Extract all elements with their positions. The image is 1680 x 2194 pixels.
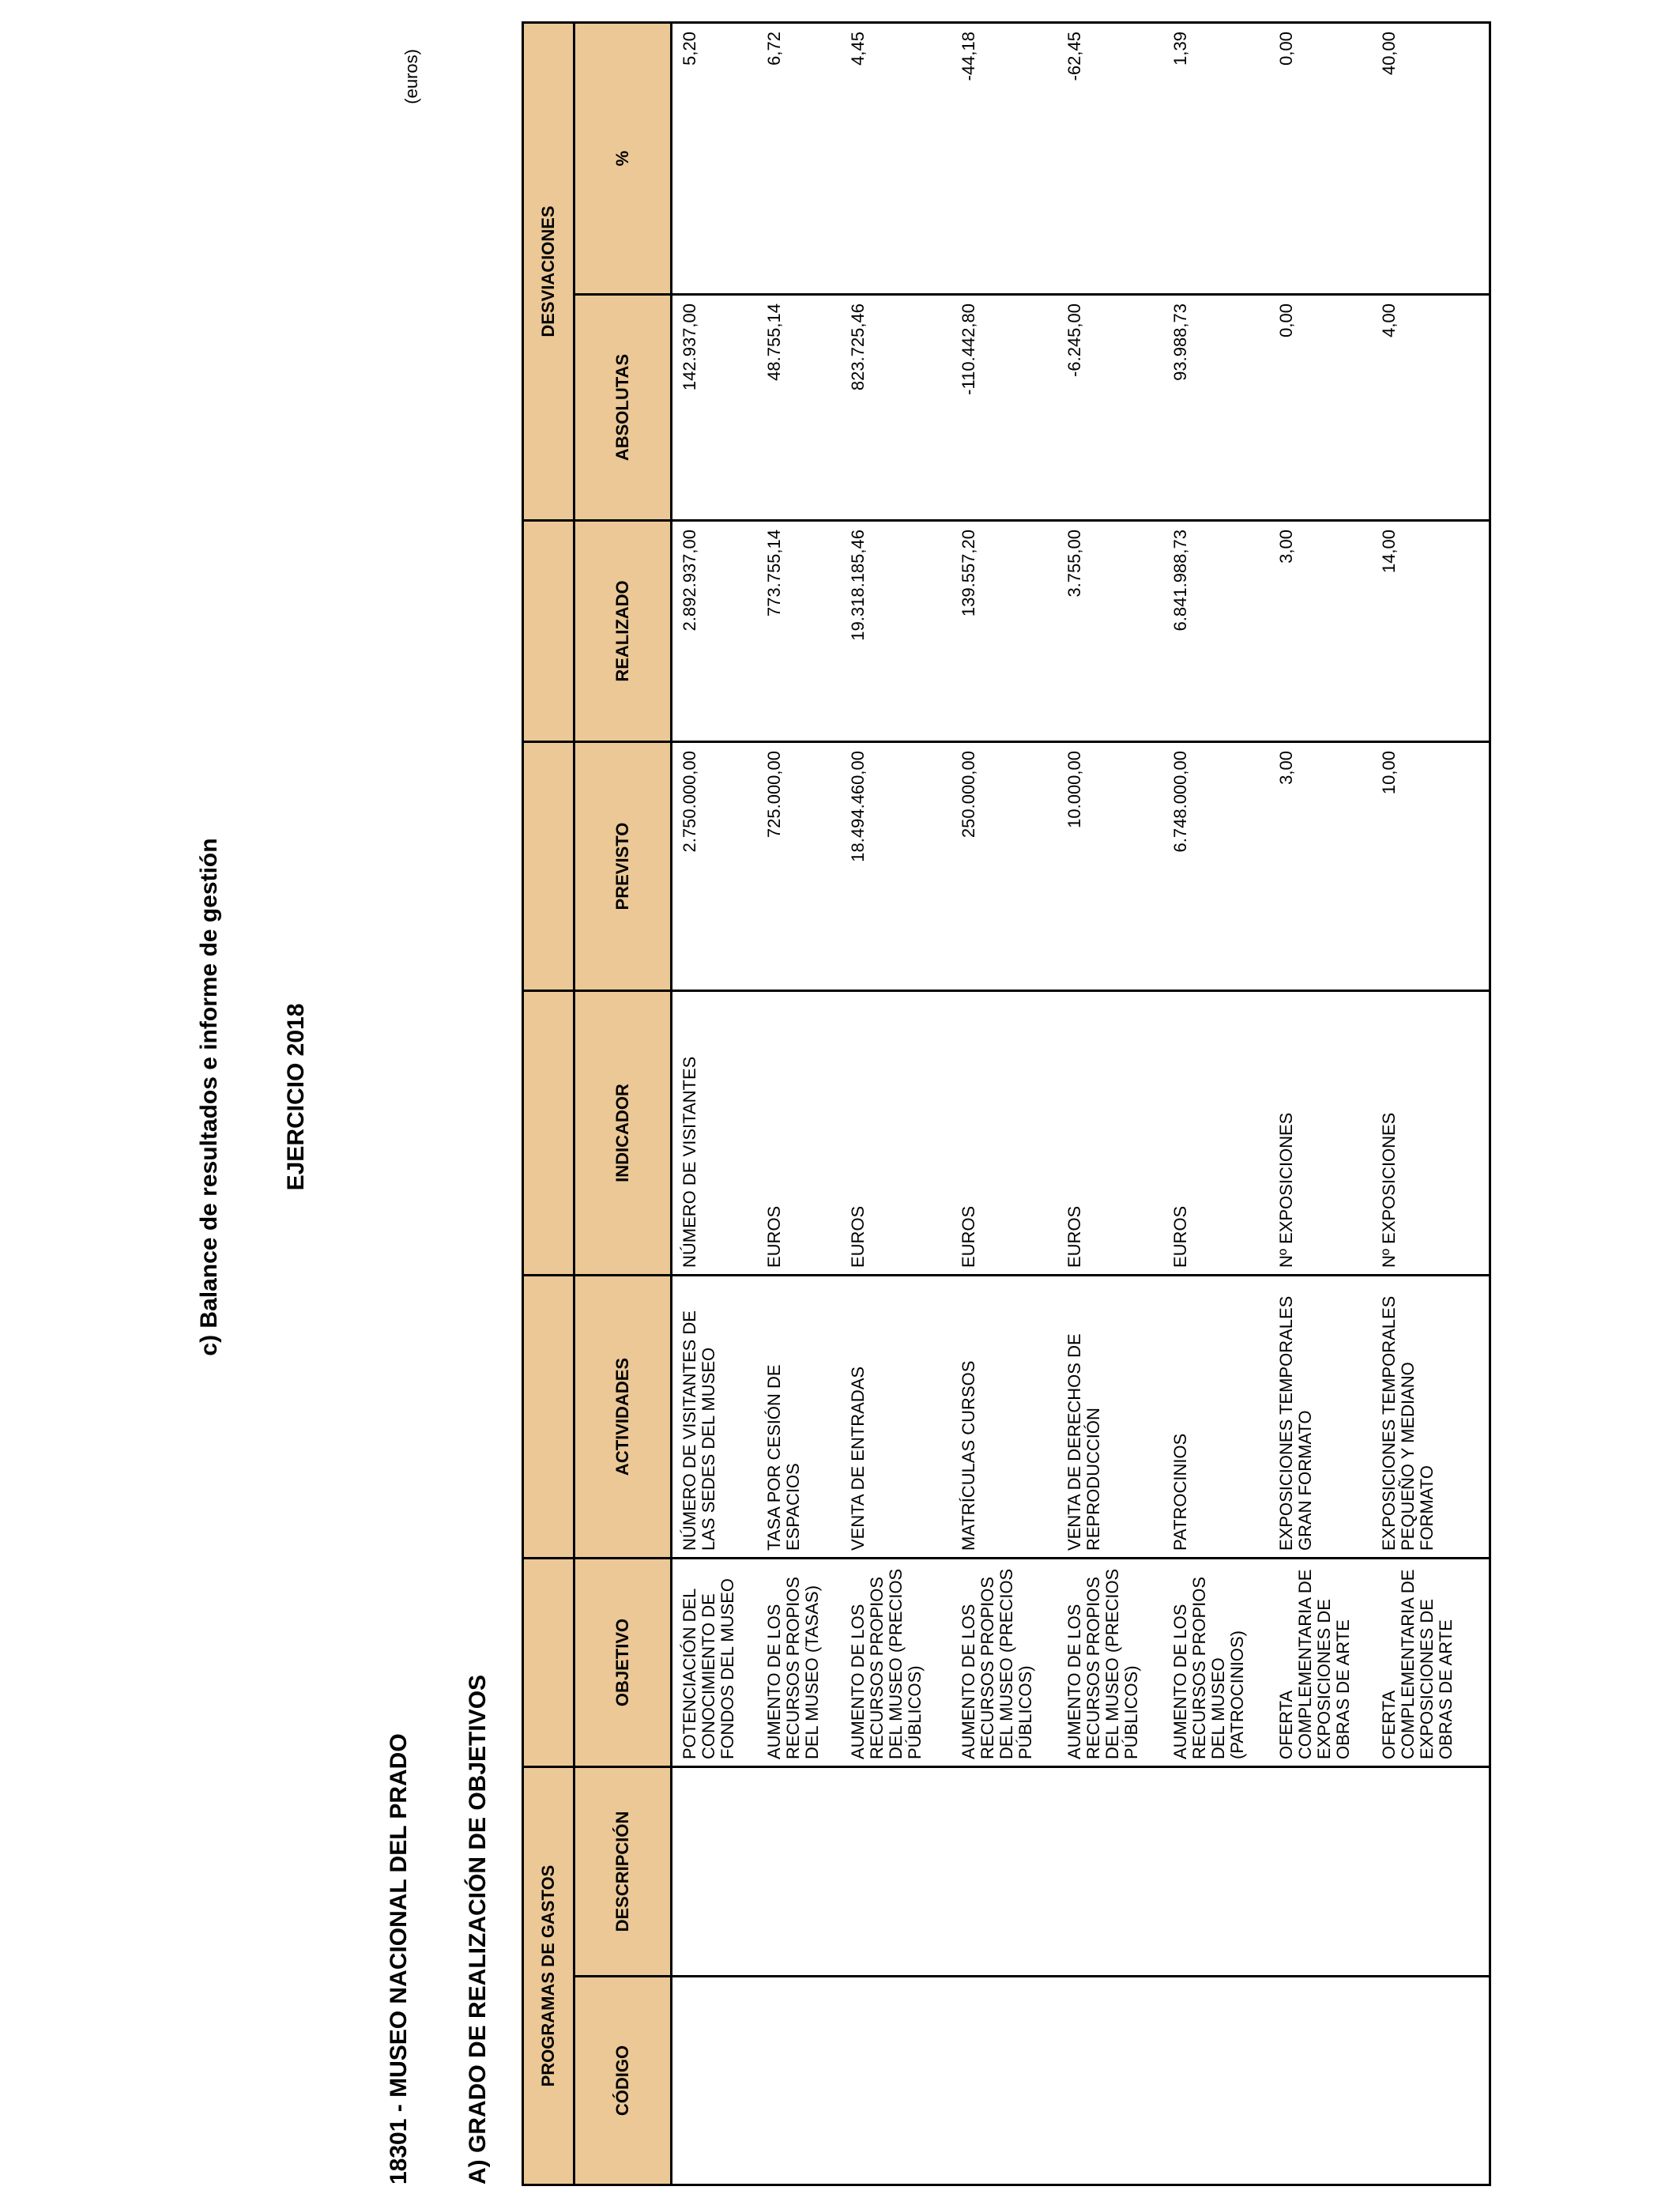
cell-realizado: 139.557,20 — [951, 521, 1057, 742]
cell-objetivo: AUMENTO DE LOS RECURSOS PROPIOS DEL MUSEO (PRECIOS PÚBLICOS) — [841, 1559, 951, 1767]
cell-codigo — [1163, 1977, 1269, 2185]
cell-actividades: MATRÍCULAS CURSOS — [951, 1276, 1057, 1559]
cell-codigo — [757, 1977, 841, 2185]
cell-percent: 0,00 — [1269, 22, 1372, 294]
cell-realizado: 773.755,14 — [757, 521, 841, 742]
cell-realizado: 3,00 — [1269, 521, 1372, 742]
cell-objetivo: POTENCIACIÓN DEL CONOCIMIENTO DE FONDOS DEL MUSEO — [672, 1559, 757, 1767]
header-group-blank — [523, 742, 574, 991]
cell-objetivo: AUMENTO DE LOS RECURSOS PROPIOS DEL MUSEO (TASAS) — [757, 1559, 841, 1767]
cell-previsto: 6.748.000,00 — [1163, 742, 1269, 991]
cell-previsto: 10.000,00 — [1057, 742, 1163, 991]
header-indicador: INDICADOR — [574, 991, 672, 1276]
cell-indicador: Nº EXPOSICIONES — [1269, 991, 1372, 1276]
table-row — [757, 22, 841, 2185]
cell-objetivo: OFERTA COMPLEMENTARIA DE EXPOSICIONES DE OBRAS DE ARTE — [1372, 1559, 1490, 1767]
table-row — [1372, 22, 1490, 2185]
table-row — [672, 22, 757, 2185]
table-header-groups — [523, 22, 574, 2185]
cell-absolutas: 823.725,46 — [841, 295, 951, 521]
table-row — [951, 22, 1057, 2185]
cell-actividades: NÚMERO DE VISITANTES DE LAS SEDES DEL MUSEO — [672, 1276, 757, 1559]
cell-realizado: 19.318.185,46 — [841, 521, 951, 742]
cell-objetivo: OFERTA COMPLEMENTARIA DE EXPOSICIONES DE OBRAS DE ARTE — [1269, 1559, 1372, 1767]
cell-descripcion — [757, 1767, 841, 1977]
cell-previsto: 18.494.460,00 — [841, 742, 951, 991]
section-heading: c) Balance de resultados e informe de gestión — [196, 838, 222, 1356]
cell-actividades: EXPOSICIONES TEMPORALES PEQUEÑO Y MEDIANO FORMATO — [1372, 1276, 1490, 1559]
cell-codigo — [1269, 1977, 1372, 2185]
objectives-table — [522, 21, 1491, 2186]
header-group-programas: PROGRAMAS DE GASTOS — [523, 1767, 574, 2185]
cell-indicador: NÚMERO DE VISITANTES — [672, 991, 757, 1276]
cell-actividades: VENTA DE ENTRADAS — [841, 1276, 951, 1559]
header-group-blank — [523, 1276, 574, 1559]
header-objetivo: OBJETIVO — [574, 1559, 672, 1767]
cell-percent: -62,45 — [1057, 22, 1163, 294]
header-actividades: ACTIVIDADES — [574, 1276, 672, 1559]
cell-absolutas: 142.937,00 — [672, 295, 757, 521]
cell-objetivo: AUMENTO DE LOS RECURSOS PROPIOS DEL MUSEO (PRECIOS PÚBLICOS) — [951, 1559, 1057, 1767]
cell-codigo — [951, 1977, 1057, 2185]
cell-actividades: VENTA DE DERECHOS DE REPRODUCCIÓN — [1057, 1276, 1163, 1559]
table-row — [841, 22, 951, 2185]
cell-previsto: 10,00 — [1372, 742, 1490, 991]
cell-actividades: PATROCINIOS — [1163, 1276, 1269, 1559]
cell-codigo — [1372, 1977, 1490, 2185]
subsection-heading: A) GRADO DE REALIZACIÓN DE OBJETIVOS — [465, 1674, 491, 2185]
cell-absolutas: -110.442,80 — [951, 295, 1057, 521]
cell-percent: 6,72 — [757, 22, 841, 294]
cell-codigo — [841, 1977, 951, 2185]
cell-objetivo: AUMENTO DE LOS RECURSOS PROPIOS DEL MUSEO (PRECIOS PÚBLICOS) — [1057, 1559, 1163, 1767]
table-row — [1269, 22, 1372, 2185]
cell-indicador: EUROS — [841, 991, 951, 1276]
cell-previsto: 250.000,00 — [951, 742, 1057, 991]
cell-absolutas: 48.755,14 — [757, 295, 841, 521]
table-row — [1057, 22, 1163, 2185]
header-codigo: CÓDIGO — [574, 1977, 672, 2185]
cell-descripcion — [1269, 1767, 1372, 1977]
exercise-heading: EJERCICIO 2018 — [283, 1003, 309, 1191]
header-realizado: REALIZADO — [574, 521, 672, 742]
cell-previsto: 2.750.000,00 — [672, 742, 757, 991]
cell-descripcion — [1372, 1767, 1490, 1977]
cell-actividades: EXPOSICIONES TEMPORALES GRAN FORMATO — [1269, 1276, 1372, 1559]
cell-percent: -44,18 — [951, 22, 1057, 294]
cell-realizado: 14,00 — [1372, 521, 1490, 742]
header-group-blank — [523, 1559, 574, 1767]
cell-previsto: 725.000,00 — [757, 742, 841, 991]
header-group-desviaciones: DESVIACIONES — [523, 22, 574, 520]
cell-previsto: 3,00 — [1269, 742, 1372, 991]
cell-actividades: TASA POR CESIÓN DE ESPACIOS — [757, 1276, 841, 1559]
table-header-columns — [574, 22, 672, 2185]
cell-absolutas: 93.988,73 — [1163, 295, 1269, 521]
cell-indicador: EUROS — [951, 991, 1057, 1276]
cell-codigo — [1057, 1977, 1163, 2185]
cell-descripcion — [951, 1767, 1057, 1977]
cell-descripcion — [1057, 1767, 1163, 1977]
cell-realizado: 2.892.937,00 — [672, 521, 757, 742]
header-descripcion: DESCRIPCIÓN — [574, 1767, 672, 1977]
cell-percent: 5,20 — [672, 22, 757, 294]
cell-descripcion — [672, 1767, 757, 1977]
cell-absolutas: 4,00 — [1372, 295, 1490, 521]
cell-realizado: 3.755,00 — [1057, 521, 1163, 742]
cell-percent: 40,00 — [1372, 22, 1490, 294]
cell-indicador: Nº EXPOSICIONES — [1372, 991, 1490, 1276]
cell-percent: 1,39 — [1163, 22, 1269, 294]
header-group-blank — [523, 521, 574, 742]
header-absolutas: ABSOLUTAS — [574, 295, 672, 521]
cell-absolutas: 0,00 — [1269, 295, 1372, 521]
entity-heading: 18301 - MUSEO NACIONAL DEL PRADO — [386, 1733, 412, 2185]
cell-percent: 4,45 — [841, 22, 951, 294]
cell-indicador: EUROS — [1163, 991, 1269, 1276]
header-previsto: PREVISTO — [574, 742, 672, 991]
cell-descripcion — [1163, 1767, 1269, 1977]
cell-indicador: EUROS — [757, 991, 841, 1276]
cell-objetivo: AUMENTO DE LOS RECURSOS PROPIOS DEL MUSEO (PATROCINIOS) — [1163, 1559, 1269, 1767]
units-label: (euros) — [401, 49, 421, 104]
table-row — [1163, 22, 1269, 2185]
cell-descripcion — [841, 1767, 951, 1977]
cell-codigo — [672, 1977, 757, 2185]
header-percent: % — [574, 22, 672, 294]
cell-absolutas: -6.245,00 — [1057, 295, 1163, 521]
cell-realizado: 6.841.988,73 — [1163, 521, 1269, 742]
header-group-blank — [523, 991, 574, 1276]
cell-indicador: EUROS — [1057, 991, 1163, 1276]
